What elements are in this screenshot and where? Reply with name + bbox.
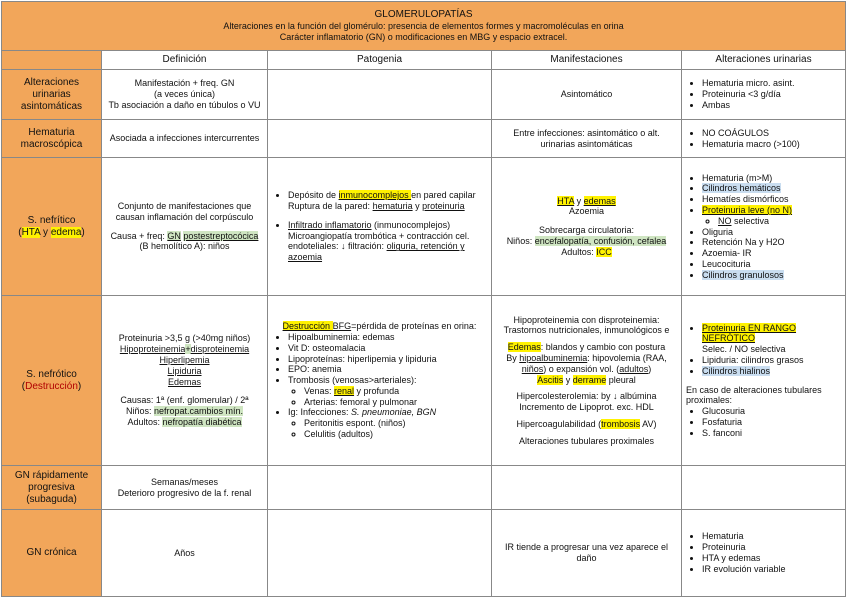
r3-man-ninos: Niños: encefalopatía, confusión, cefalea	[506, 235, 667, 246]
r4-man-1: Hipoproteinemia con disproteinemia: Trastornos nutricionales, inmunológicos e	[503, 314, 670, 336]
list-item: • Cilindros hemáticos	[702, 183, 841, 194]
list-item: • Oliguria	[702, 227, 841, 238]
r3-label-sub: (HTA y edema)	[18, 226, 85, 238]
list-item: • Infiltrado inflamatorio (inmunocomplejos) Microangiopatía trombótica + contracción cel. endoteliales: ↓ filtración: oliguria, retención y azoemia	[288, 220, 487, 263]
table-row	[2, 120, 846, 158]
r4-man-4: Ascitis y derrame pleural	[537, 374, 636, 385]
table-row	[2, 158, 846, 296]
table-banner	[2, 2, 846, 51]
list-item: ◦ Celulitis (adultos)	[304, 429, 487, 440]
r1-definicion	[102, 70, 268, 120]
r4-def-3: Hiperlipemia	[159, 354, 210, 365]
r4-def-2: Hipoproteinemia+disproteinemia	[119, 344, 250, 355]
list-item: • Cilindros hialinos	[702, 366, 841, 377]
header-manifestaciones: Manifestaciones	[492, 51, 682, 70]
r4-patogenia	[268, 296, 492, 466]
r4-def-8: Adultos: nefropatía diabética	[127, 416, 242, 427]
list-item: • Hipoalbuminemia: edemas	[288, 332, 487, 343]
list-item: ◦ NO selectiva	[718, 216, 841, 227]
table-subtitle-2: Carácter inflamatorio (GN) o modificaciones en MBG y espacio extracel.	[279, 32, 568, 42]
r1-def-1: Manifestación + freq. GN	[134, 78, 235, 89]
list-item: • Proteinuria	[702, 542, 841, 553]
r4-def-1: Proteinuria >3,5 g (>40mg niños)	[118, 333, 251, 344]
list-item: • Cilindros granulosos	[702, 270, 841, 281]
r4-manifestaciones	[492, 296, 682, 466]
r2-patogenia	[268, 120, 492, 158]
row-label-sindrome-nefritico	[2, 158, 102, 296]
r6-manifestaciones: IR tiende a progresar una vez aparece el daño	[492, 510, 682, 597]
r4-uri-caso: En caso de alteraciones tubulares proximales:	[686, 384, 822, 406]
table-row	[2, 70, 846, 120]
header-alteraciones: Alteraciones urinarias	[682, 51, 846, 70]
list-item: • IR evolución variable	[702, 564, 841, 575]
header-row	[2, 51, 846, 70]
table-row	[2, 510, 846, 597]
list-item: • S. fanconi	[702, 428, 841, 439]
r5-def-2: Deterioro progresivo de la f. renal	[117, 487, 252, 498]
r2-definicion: Asociada a infecciones intercurrentes	[102, 120, 268, 158]
list-item: • Proteinuria EN RANGO NEFRÓTICO Selec. / NO selectiva	[702, 323, 841, 355]
r4-def-7: Niños: nefropat.cambios mín.	[125, 406, 244, 417]
r4-def-6: Causas: 1ª (enf. glomerular) / 2ª	[120, 395, 249, 406]
r1-alteraciones	[682, 70, 846, 120]
r5-patogenia	[268, 466, 492, 510]
row-label-gn-rapidamente-progresiva: GN rápidamente progresiva (subaguda)	[2, 466, 102, 510]
r4-man-8: Alteraciones tubulares proximales	[518, 435, 655, 446]
header-patogenia: Patogenia	[268, 51, 492, 70]
list-item: • Depósito de inmunocomplejos en pared capilar Ruptura de la pared: hematuria y proteinuria	[288, 190, 487, 212]
r5-alteraciones	[682, 466, 846, 510]
r3-def-1: Conjunto de manifestaciones que causan inflamación del corpúsculo	[115, 200, 254, 222]
list-item: • Hematuria (m>M)	[702, 173, 841, 184]
table-row	[2, 296, 846, 466]
list-item: • Ig: Infecciones: S. pneumoniae, BGN ◦ Peritonitis espont. (niños) ◦ Celulitis (adultos)	[288, 407, 487, 439]
list-item: • Lipiduria: cilindros grasos	[702, 355, 841, 366]
r6-definicion: Años	[102, 510, 268, 597]
table-title: GLOMERULOPATÍAS	[374, 9, 473, 21]
r5-def-1: Semanas/meses	[150, 476, 219, 487]
list-item: • Lipoproteínas: hiperlipemia y lipiduria	[288, 354, 487, 365]
row-label-gn-cronica: GN crónica	[2, 510, 102, 597]
list-item: • Retención Na y H2O	[702, 237, 841, 248]
list-item: • HTA y edemas	[702, 553, 841, 564]
r4-man-2: Edemas: blandos y cambio con postura	[507, 342, 666, 353]
r3-patogenia	[268, 158, 492, 296]
r4-def-4: Lipiduria	[167, 365, 202, 376]
r4-man-7: Hipercoagulabilidad (trombosis AV)	[516, 418, 657, 429]
r1-patogenia	[268, 70, 492, 120]
r5-definicion	[102, 466, 268, 510]
list-item: • EPO: anemia	[288, 364, 487, 375]
r4-label: S. nefrótico	[26, 368, 77, 380]
r1-def-3: Tb asociación a daño en túbulos o VU	[108, 99, 261, 110]
r6-patogenia	[268, 510, 492, 597]
list-item: • Glucosuria	[702, 406, 841, 417]
row-label-alteraciones-asintomaticas: Alteraciones urinarias asintomáticas	[2, 70, 102, 120]
r4-def-5: Edemas	[167, 376, 202, 387]
r3-label: S. nefrítico	[27, 214, 76, 226]
r4-man-6: Incremento de Lipoprot. exc. HDL	[519, 402, 654, 413]
list-item: • Hematuria macro (>100)	[702, 139, 841, 150]
r5-manifestaciones	[492, 466, 682, 510]
r4-label-sub: (Destrucción)	[21, 380, 82, 392]
list-item: • Hematuria	[702, 531, 841, 542]
r3-man-hta: HTA y edemas	[557, 195, 616, 206]
r3-man-adultos: Adultos: ICC	[561, 246, 612, 257]
r3-man-azoemia: Azoemia	[568, 206, 604, 217]
r4-definicion	[102, 296, 268, 466]
list-item: ◦ Peritonitis espont. (niños)	[304, 418, 487, 429]
glomerulopathies-sheet	[1, 1, 845, 597]
r4-man-3: By hipoalbuminemia: hipovolemia (RAA, niños) o expansión vol. (adultos)	[506, 352, 667, 374]
list-item: • Hematíes dismórficos	[702, 194, 841, 205]
row-label-sindrome-nefrotico	[2, 296, 102, 466]
r4-pat-intro: Destrucción BFG=pérdida de proteínas en orina:	[282, 321, 477, 332]
list-item: • Proteinuria <3 g/día	[702, 89, 841, 100]
list-item: • Azoemia- IR	[702, 248, 841, 259]
r3-definicion	[102, 158, 268, 296]
header-definicion: Definición	[102, 51, 268, 70]
r3-def-causa: Causa + freq: GN postestreptocócica (B hemolítico A): niños	[110, 230, 259, 252]
list-item: • Vit D: osteomalacia	[288, 343, 487, 354]
r3-alteraciones	[682, 158, 846, 296]
list-item: • Ambas	[702, 100, 841, 111]
glomerulopathies-table	[1, 1, 846, 597]
list-item: • NO COÁGULOS	[702, 128, 841, 139]
r1-manifestaciones: Asintomático	[492, 70, 682, 120]
list-item: • Fosfaturia	[702, 417, 841, 428]
table-subtitle-1: Alteraciones en la función del glomérulo: presencia de elementos formes y macromoléculas en orina	[223, 21, 624, 32]
r3-man-sobrecarga: Sobrecarga circulatoria:	[538, 225, 635, 236]
header-corner	[2, 51, 102, 70]
r2-alteraciones	[682, 120, 846, 158]
r3-manifestaciones	[492, 158, 682, 296]
list-item: • Trombosis (venosas>arteriales): ◦ Venas: renal y profunda ◦ Arterias: femoral y pulmonar	[288, 375, 487, 407]
r4-man-5: Hipercolesterolemia: by ↓ albúmina	[516, 391, 657, 402]
r4-alteraciones	[682, 296, 846, 466]
list-item: ◦ Venas: renal y profunda	[304, 386, 487, 397]
r2-manifestaciones: Entre infecciones: asintomático o alt. urinarias asintomáticas	[492, 120, 682, 158]
list-item: • Hematuria micro. asint.	[702, 78, 841, 89]
list-item: ◦ Arterias: femoral y pulmonar	[304, 397, 487, 408]
row-label-hematuria-macroscopica: Hematuria macroscópica	[2, 120, 102, 158]
table-row	[2, 466, 846, 510]
r1-def-2: (a veces única)	[153, 89, 216, 100]
r6-alteraciones	[682, 510, 846, 597]
list-item: • Leucocituria	[702, 259, 841, 270]
list-item: • Proteinuria leve (no N) ◦ NO selectiva	[702, 205, 841, 227]
